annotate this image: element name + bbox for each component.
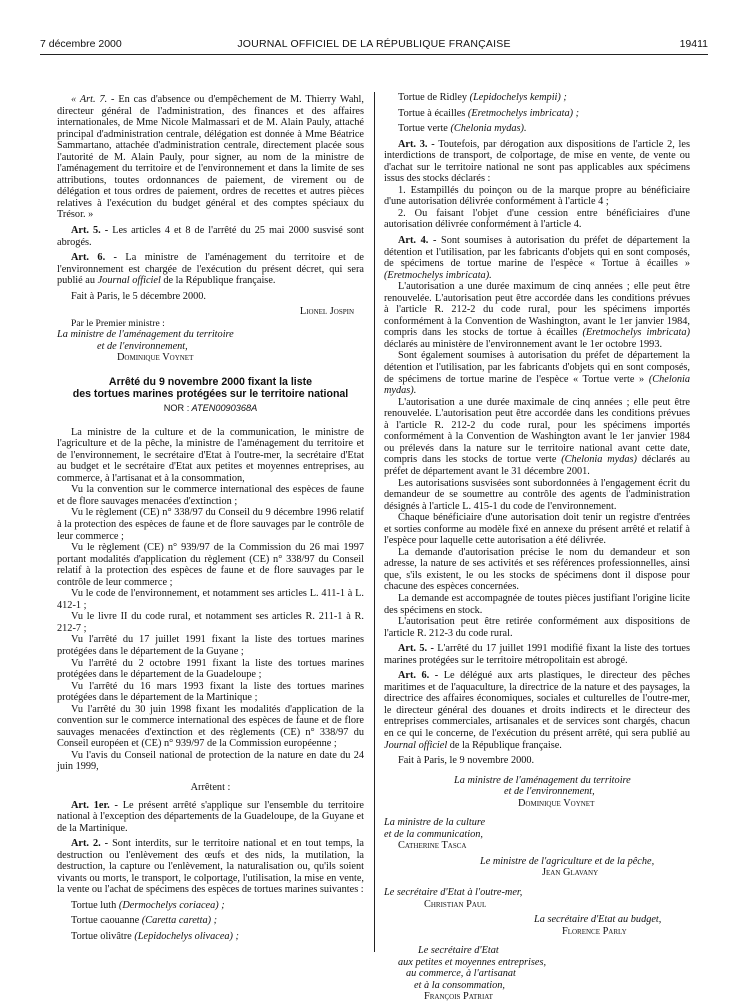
- article-4-paragraph: La demande est accompagnée de toutes pièces justifiant l'origine licite des spécimens en stock.: [384, 592, 690, 616]
- visa-paragraph: Vu le règlement (CE) n° 939/97 de la Commission du 26 mai 1997 portant modalités d'application du règlement (CE) n° 338/97 du Conseil relatif à la protection des espèces de faune et de flore sauvages par le contrôle de leur commerce ;: [57, 542, 364, 588]
- article-4-paragraph: [384, 397, 690, 478]
- article-5-label: Art. 5. -: [71, 225, 109, 237]
- species-item: [384, 92, 690, 104]
- article-7: [57, 94, 364, 221]
- species-latin: (Eretmochelys imbricata).: [384, 269, 492, 281]
- article-5: [57, 225, 364, 248]
- article-4: [384, 235, 690, 281]
- species-item: [384, 108, 690, 120]
- article-4-paragraph: [384, 350, 690, 396]
- article-3-item: 1. Estampillés du poinçon ou de la marque propre au bénéficiaire d'une autorisation délivrée conformément à l'article 4 ;: [384, 184, 690, 208]
- header-page-number: 19411: [679, 38, 708, 50]
- article-4-paragraph: Chaque bénéficiaire d'une autorisation doit tenir un registre d'entrées et sorties conforme au modèle fixé en annexe du présent arrêté et relatif à l'espèce pour laquelle cette autorisation a été délivrée.: [384, 512, 690, 547]
- signatory-role: La ministre de l'aménagement du territoire: [454, 774, 631, 786]
- species-item: [57, 915, 364, 927]
- signatory-role-cont: et de la communication,: [384, 828, 483, 840]
- article-6-label: Art. 6. -: [71, 252, 117, 264]
- signatory-name-2: Dominique Voynet: [117, 352, 194, 364]
- species-name: Tortue luth: [71, 899, 117, 911]
- header-rule: [40, 54, 708, 55]
- arretent-heading: Arrêtent :: [190, 781, 231, 793]
- signatory-name: Florence Parly: [562, 925, 627, 937]
- article-3: [384, 139, 690, 185]
- signatory-name: Christian Paul: [424, 898, 487, 910]
- decree-title: Arrêté du 9 novembre 2000 fixant la liste: [108, 376, 313, 389]
- signatory-role-cont: au commerce, à l'artisanat: [406, 968, 516, 980]
- visa-paragraph: Vu le livre II du code rural, et notamment ses articles R. 211-1 à R. 212-7 ;: [57, 611, 364, 634]
- column-divider: [374, 92, 375, 952]
- species-name: Tortue à écailles: [398, 107, 466, 119]
- visa-paragraph: Vu l'avis du Conseil national de protection de la nature en date du 24 juin 1999,: [57, 749, 364, 773]
- species-latin: (Dermochelys coriacea) ;: [118, 899, 225, 911]
- article-3-label: Art. 3. -: [398, 138, 435, 150]
- article-4-text: L'autorisation a une durée maximale de cinq années ; elle peut être renouvelée. L'autorisation peut être accordée dans les conditions prévues à l'article R. 212-2 du code rural, pour les spécimens importés conformément à la Convention de Washington avant le 1er janvier 1984 ou prélevés dans la nature sur le territoire national avant cette date, compris dans les stocks de tortue verte: [384, 396, 690, 466]
- article-7-text: En cas d'absence ou d'empêchement de M. Thierry Wahl, directeur général de l'administration, des finances et des affaires internationales, de Mme Nicole Malmassari et de M. Alain Pauly, attaché principal d'administration centrale, délégation est donnée à Mme Béatrice Sammartano, attachée d'administration centrale, directement placée sous l'autorité de M. Alain Pauly, pour signer, au nom de la ministre de l'aménagement du territoire et de l'environnement et dans la limite de ses attributions, toutes ordonnances de paiement, de virement ou de délégation et tous ordres de paiement, ordres de recettes et autres pièces relatives à l'exécution du budget général et des comptes spéciaux du Trésor. »: [57, 94, 364, 221]
- signatory-intro: Par le Premier ministre :: [71, 317, 165, 329]
- nor-reference: [57, 403, 364, 415]
- decree-title-line-2: des tortues marines protégées sur le territoire national: [72, 388, 349, 401]
- fait-a-paris: Fait à Paris, le 5 décembre 2000.: [71, 290, 206, 302]
- visa-paragraph: Vu le code de l'environnement, et notamment ses articles L. 411-1 à L. 412-1 ;: [57, 588, 364, 611]
- species-name: Tortue olivâtre: [71, 931, 132, 942]
- visa-paragraph: Vu l'arrêté du 17 juillet 1991 fixant la liste des tortues marines protégées dans le département de la Guyane ;: [57, 634, 364, 657]
- species-latin: (Chelonia mydas).: [450, 123, 527, 135]
- species-latin: (Chelonia mydas): [561, 454, 637, 466]
- visa-paragraph: Vu le règlement (CE) n° 338/97 du Conseil du 9 décembre 1996 relatif à la protection des espèces de faune et de flore sauvages par le contrôle de leur commerce ;: [57, 507, 364, 542]
- nor-label: NOR :: [163, 403, 190, 414]
- article-2-text: Sont interdits, sur le territoire national et en tout temps, la destruction ou l'enlèvement des œufs et des nids, la mutilation, la destruction, la capture ou l'enlèvement, la naturalisation ou, qu'ils soient vivants ou morts, le transport, le colportage, l'utilisation, la mise en vente, la vente ou l'achat de spécimens des espèces de tortues marines suivantes :: [57, 838, 364, 896]
- article-5-text: L'arrêté du 17 juillet 1991 modifié fixant la liste des tortues marines protégées sur le territoire métropolitain est abrogé.: [384, 643, 690, 666]
- signatory-role: La ministre de la culture: [384, 817, 486, 829]
- header-journal-title: JOURNAL OFFICIEL DE LA RÉPUBLIQUE FRANÇAISE: [237, 38, 511, 50]
- article-3-item: 2. Ou faisant l'objet d'une cession entre bénéficiaires d'une autorisation délivrée conformément à l'article 4.: [384, 207, 690, 231]
- article-4-label: Art. 4. -: [398, 235, 437, 247]
- article-1-label: Art. 1er. -: [71, 799, 118, 811]
- fait-a-paris: Fait à Paris, le 9 novembre 2000.: [398, 755, 535, 767]
- article-4-text: déclarés au préfet de département avant le 31 décembre 2001.: [384, 454, 690, 477]
- article-6-label: Art. 6. -: [398, 670, 439, 682]
- signatory-role: Le secrétaire d'Etat: [418, 945, 499, 957]
- species-item: [57, 900, 364, 912]
- species-item: [57, 931, 364, 943]
- signatory-name: Catherine Tasca: [398, 840, 467, 852]
- journal-officiel-ref: Journal officiel: [97, 275, 161, 287]
- species-latin: (Eretmochelys imbricata): [582, 327, 690, 339]
- article-7-label: « Art. 7. -: [71, 94, 115, 105]
- article-6-text: La ministre de l'aménagement du territoire et de l'environnement est chargée de l'exécution du présent décret, qui sera publié au: [57, 252, 365, 287]
- species-item: [384, 123, 690, 135]
- signatory-role: Le ministre de l'agriculture et de la pêche,: [480, 855, 655, 867]
- article-5-text: Les articles 4 et 8 de l'arrêté du 25 mai 2000 susvisé sont abrogés.: [57, 225, 365, 248]
- signatory-role-cont: et de l'environnement,: [97, 340, 188, 352]
- species-name: Tortue caouanne: [71, 915, 140, 927]
- article-2: [57, 838, 364, 896]
- signatory-name: Lionel Jospin: [299, 306, 354, 318]
- signatory-role: La ministre de l'aménagement du territoire: [57, 329, 234, 341]
- article-3-text: Toutefois, par dérogation aux dispositions de l'article 2, les interdictions de transport, de colportage, de mise en vente, de vente ou d'achat sur le territoire national ne sont pas applicables aux spécimens issus des stocks déclarés :: [384, 138, 690, 185]
- nor-code: ATEN0090368A: [189, 403, 258, 414]
- visa-paragraph: Vu l'arrêté du 16 mars 1993 fixant la liste des tortues marines protégées dans le département de la Martinique ;: [57, 680, 364, 704]
- signatory-role: La secrétaire d'Etat au budget,: [534, 914, 662, 926]
- article-4-text: Sont soumises à autorisation du préfet de département la détention et l'utilisation, par les fabricants d'objets qui en sont composés, de spécimens de tortue marine de l'espèce « Tortue à écailles »: [384, 235, 690, 270]
- article-6-text-end: de la République française.: [447, 739, 562, 751]
- article-4-paragraph: La demande d'autorisation précise le nom du demandeur et son adresse, la nature de ses activités et ses références professionnelles, ainsi que, s'ils existent, le ou les stocks de spécimens dont il dispose pour chacune des espèces concernées.: [384, 546, 690, 593]
- right-column: [384, 92, 690, 1003]
- visa-paragraph: La ministre de la culture et de la communication, le ministre de l'agriculture et de la pêche, la ministre de l'aménagement du territoire et de l'environnement, le secrétaire d'Etat à l'outre-mer, la secrétaire d'Etat au budget et le secrétaire d'Etat aux petites et moyennes entreprises, au commerce, à l'artisanat et à la consommation,: [57, 426, 364, 484]
- journal-officiel-ref: Journal officiel: [384, 739, 448, 751]
- signatory-role-cont: et à la consommation,: [414, 979, 505, 991]
- visa-paragraph: Vu la convention sur le commerce international des espèces de faune et de flore sauvages menacées d'extinction ;: [57, 484, 364, 507]
- article-6-text-end: de la République française.: [160, 275, 276, 287]
- article-4-paragraph: [384, 281, 690, 350]
- article-4-paragraph: Les autorisations susvisées sont subordonnées à l'engagement écrit du demandeur de se soumettre au contrôle des agents de l'administration désignés à l'article L. 415-1 du code de l'environnement.: [384, 477, 690, 512]
- species-latin: (Lepidochelys olivacea) ;: [134, 931, 239, 942]
- article-5: [384, 643, 690, 666]
- left-column: [57, 94, 364, 943]
- species-latin: (Caretta caretta) ;: [141, 915, 218, 927]
- page-header: [40, 38, 708, 54]
- signatory-role-cont: et de l'environnement,: [504, 786, 595, 798]
- article-1-text: Le présent arrêté s'applique sur l'ensemble du territoire national à l'exception des départements de la Guadeloupe, de la Guyane et de la Martinique.: [57, 799, 364, 834]
- signatory-name: François Patriat: [424, 991, 493, 1003]
- species-latin: (Chelonia mydas).: [384, 373, 690, 397]
- signatory-name: Dominique Voynet: [518, 797, 595, 809]
- visa-paragraph: Vu l'arrêté du 2 octobre 1991 fixant la liste des tortues marines protégées dans le département de la Guadeloupe ;: [57, 657, 364, 681]
- species-name: Tortue verte: [398, 123, 448, 135]
- article-1: [57, 800, 364, 835]
- article-4-text: Sont également soumises à autorisation du préfet de département la détention et l'utilisation, par les fabricants d'objets qui en sont composés, de spécimens de tortue marine de l'espèce « Tortue verte »: [384, 350, 690, 385]
- article-4-text: L'autorisation a une durée maximum de cinq années ; elle peut être renouvelée. L'autorisation peut être accordée dans les conditions prévues à l'article R. 212-2 du code rural, pour les spécimens importés conformément à la Convention de Washington, avant le 1er janvier 1984, compris dans les stocks de tortue à écailles: [384, 281, 690, 339]
- signatory-role-cont: aux petites et moyennes entreprises,: [398, 956, 547, 968]
- header-date: 7 décembre 2000: [40, 38, 122, 50]
- species-latin: (Eretmochelys imbricata) ;: [467, 107, 580, 119]
- article-6-text: Le délégué aux arts plastiques, le directeur des pêches maritimes et de l'aquaculture, la directrice de la nature et des paysages, la directrice des affaires économiques, sociales et culturelles de l'outre-mer, le directeur général des douanes et droits indirects et le directeur des entreprises commerciales, artisanales et de services sont chargés, chacun en ce qui le concerne, de l'exécution du présent arrêté, qui sera publié au: [384, 670, 690, 739]
- article-4-text: déclarés au ministère de l'environnement avant le 1er octobre 1993.: [384, 338, 663, 350]
- species-name: Tortue de Ridley: [398, 92, 468, 103]
- article-6: [57, 252, 364, 287]
- visa-paragraph: Vu l'arrêté du 30 juin 1998 fixant les modalités d'application de la convention sur le commerce international des espèces de faune et de flore sauvages menacées d'extinction et des règlements (CE) n° 338/97 du Conseil européen et (CE) n° 939/97 de la Commission européenne ;: [57, 703, 364, 750]
- article-6: [384, 670, 690, 751]
- signatory-name: Jean Glavany: [542, 867, 599, 879]
- article-4-paragraph: L'autorisation peut être retirée conformément aux dispositions de l'article R. 212-3 du code rural.: [384, 616, 690, 639]
- species-latin: (Lepidochelys kempii) ;: [469, 92, 567, 103]
- article-2-label: Art. 2. -: [71, 838, 109, 850]
- signatory-role: Le secrétaire d'Etat à l'outre-mer,: [384, 887, 523, 898]
- article-5-label: Art. 5. -: [398, 643, 434, 655]
